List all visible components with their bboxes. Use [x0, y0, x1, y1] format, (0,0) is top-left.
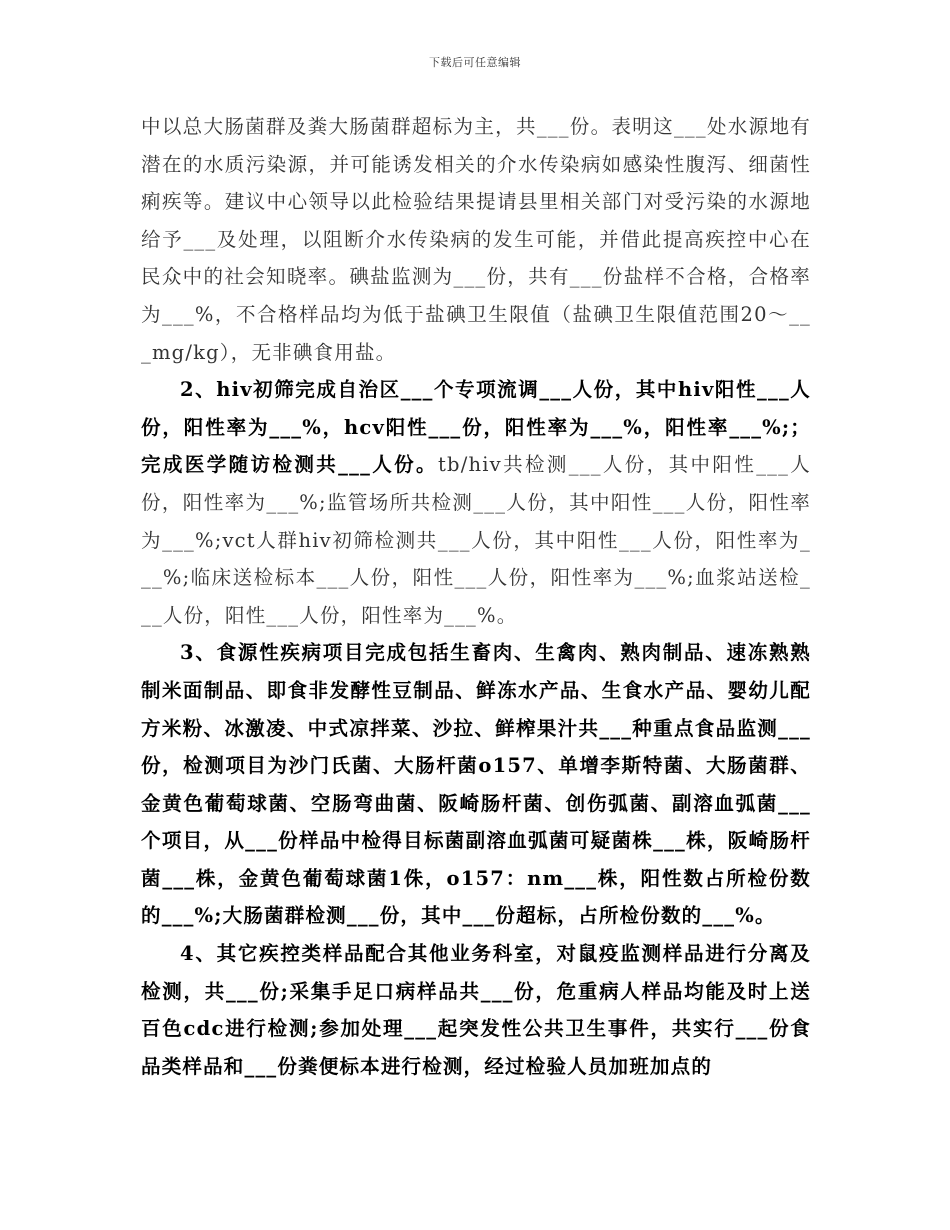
paragraph-4-text: 4、其它疾控类样品配合其他业务科室，对鼠疫监测样品进行分离及检测，共___份;采集手足口病样品共___份，危重病人样品均能及时上送百色cdc进行检测;参加处理___起突发性公共卫生事件，共实行___份食品类样品和___份粪便标本进行检测，经过检验人员加班加点的	[141, 942, 811, 1078]
document-body	[141, 108, 811, 1085]
paragraph-3-text: 3、食源性疾病项目完成包括生畜肉、生禽肉、熟肉制品、速冻熟熟制米面制品、即食非发酵性豆制品、鲜冻水产品、生食水产品、婴幼儿配方米粉、冰激凌、中式凉拌菜、沙拉、鲜榨果汁共___种重点食品监测___份，检测项目为沙门氏菌、大肠杆菌o157、单增李斯特菌、大肠菌群、金黄色葡萄球菌、空肠弯曲菌、阪崎肠杆菌、创伤弧菌、副溶血弧菌___个项目，从___份样品中检得目标菌副溶血弧菌可疑菌株___株，阪崎肠杆菌___株，金黄色葡萄球菌1侏，o157：nm___株，阳性数占所检份数的___%;大肠菌群检测___份，其中___份超标，占所检份数的___%。	[141, 641, 811, 928]
page-header: 下载后可任意编辑	[429, 56, 521, 69]
paragraph-3	[141, 634, 811, 935]
paragraph-1	[141, 108, 811, 371]
paragraph-2	[141, 371, 811, 634]
paragraph-2-bold-text: 2、hiv初筛完成自治区___个专项流调___人份，其中hiv阳性___人份，阳性率为___%，hcv阳性___份，阳性率为___%，阳性率___%;；完成医学随访检测共___人份。	[141, 378, 811, 477]
paragraph-4	[141, 935, 811, 1085]
paragraph-2-text: tb/hiv共检测___人份，其中阳性___人份，阳性率为___%;监管场所共检测___人份，其中阳性___人份，阳性率为___%;vct人群hiv初筛检测共___人份，其中阳性___人份，阳性率为___%;临床送检标本___人份，阳性___人份，阳性率为___%;血浆站送检___人份，阳性___人份，阳性率为___%。	[141, 453, 811, 627]
paragraph-1-text: 中以总大肠菌群及粪大肠菌群超标为主，共___份。表明这___处水源地有潜在的水质污染源，并可能诱发相关的介水传染病如感染性腹泻、细菌性痢疾等。建议中心领导以此检验结果提请县里相关部门对受污染的水源地给予___及处理，以阻断介水传染病的发生可能，并借此提高疾控中心在民众中的社会知晓率。碘盐监测为___份，共有___份盐样不合格，合格率为___%，不合格样品均为低于盐碘卫生限值（盐碘卫生限值范围20～___mg/kg），无非碘食用盐。	[141, 115, 811, 364]
